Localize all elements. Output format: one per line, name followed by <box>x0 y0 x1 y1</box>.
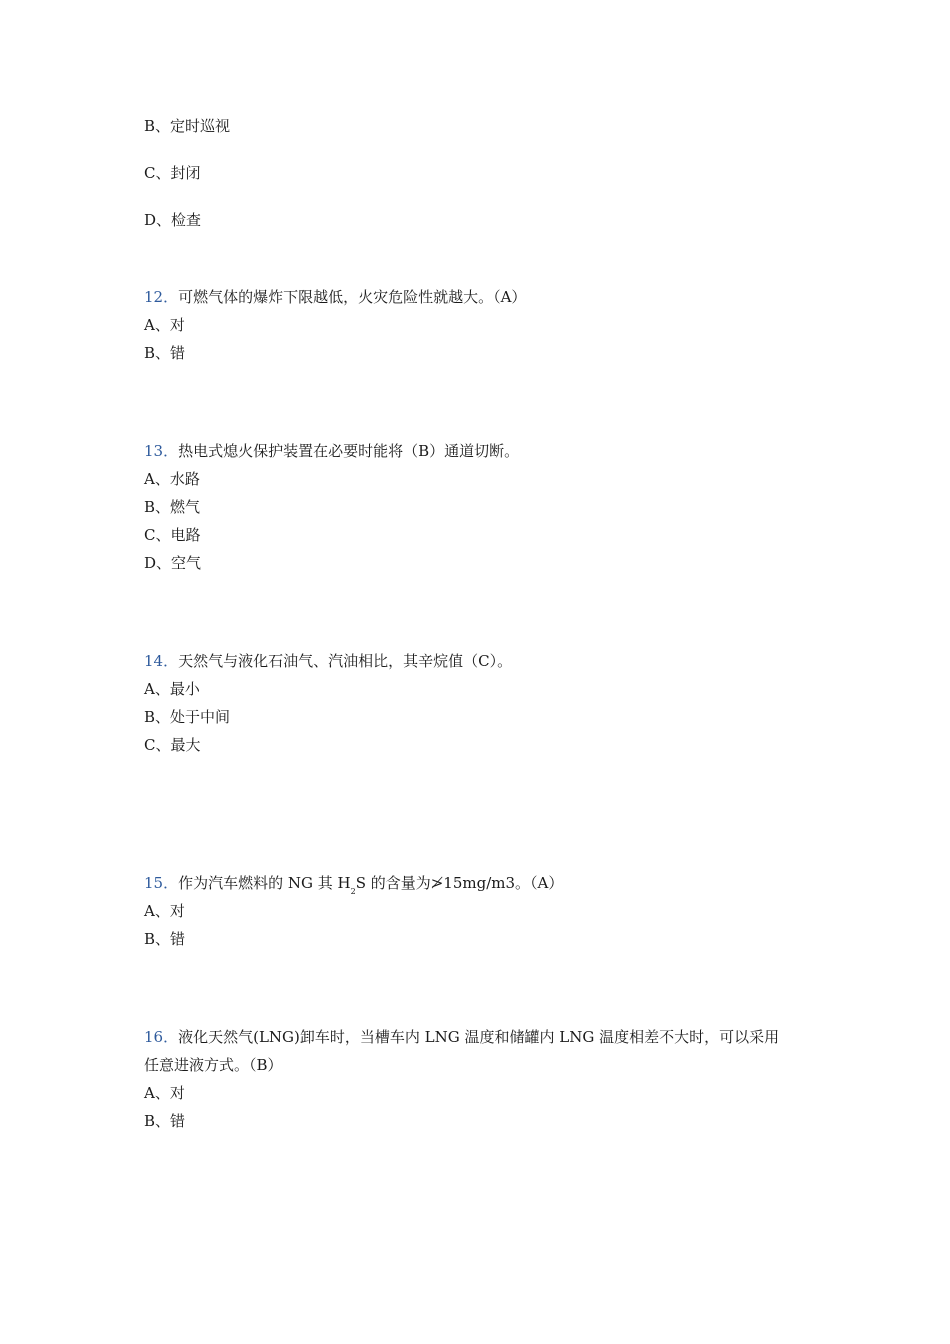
subscript: 2 <box>350 887 356 896</box>
question-number: 12． <box>144 288 179 306</box>
q16-option-a: A、对 <box>144 1084 185 1102</box>
question-12 <box>144 286 526 308</box>
question-text: 热电式熄火保护装置在必要时能将（B）通道切断。 <box>178 442 520 460</box>
q15-option-a: A、对 <box>144 902 185 920</box>
q14-option-c: C、最大 <box>144 736 201 754</box>
question-text: 可燃气体的爆炸下限越低，火灾危险性就越大。（A） <box>178 288 527 306</box>
q13-option-b: B、燃气 <box>144 498 201 516</box>
question-number: 13． <box>144 442 179 460</box>
question-16 <box>144 1026 779 1048</box>
question-text: 天然气与液化石油气、汽油相比，其辛烷值（C）。 <box>178 652 513 670</box>
q12-option-b: B、错 <box>144 344 186 362</box>
question-number: 15． <box>144 874 179 892</box>
question-number: 14． <box>144 652 179 670</box>
q13-option-d: D、空气 <box>144 554 202 572</box>
question-text: 液化天然气(LNG)卸车时，当槽车内 LNG 温度和储罐内 LNG 温度相差不大时，可以采用 <box>178 1028 780 1046</box>
q13-option-a: A、水路 <box>144 470 200 488</box>
q14-option-a: A、最小 <box>144 680 200 698</box>
q14-option-b: B、处于中间 <box>144 708 231 726</box>
q11-option-d: D、检查 <box>144 211 202 229</box>
question-text-post: S 的含量为≯15mg/m3。（A） <box>355 874 564 892</box>
question-13 <box>144 440 519 462</box>
q13-option-c: C、电路 <box>144 526 201 544</box>
q12-option-a: A、对 <box>144 316 185 334</box>
q11-option-c: C、封闭 <box>144 164 201 182</box>
q16-option-b: B、错 <box>144 1112 186 1130</box>
question-14 <box>144 650 512 672</box>
question-16-continued: 任意进液方式。（B） <box>144 1056 283 1074</box>
question-15 <box>144 872 563 894</box>
question-number: 16． <box>144 1028 179 1046</box>
q15-option-b: B、错 <box>144 930 186 948</box>
q11-option-b: B、定时巡视 <box>144 117 231 135</box>
question-text-pre: 作为汽车燃料的 NG 其 H <box>178 874 351 892</box>
